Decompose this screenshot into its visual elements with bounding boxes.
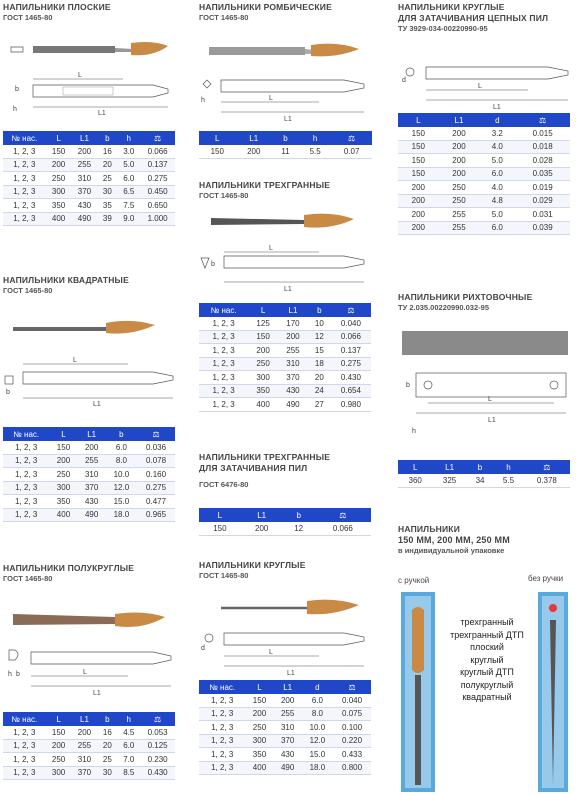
svg-text:L1: L1	[284, 286, 292, 293]
table-header-row: L L1 b h ⚖	[398, 460, 570, 474]
svg-text:h: h	[8, 671, 12, 678]
table-row: 1, 2, 3 250 310 25 6.0 0.275	[3, 172, 175, 186]
round-table	[199, 680, 371, 775]
table-row: 1, 2, 3 300 370 12.0 0.220	[199, 734, 371, 748]
table-row: 150 200 4.0 0.018	[398, 140, 570, 154]
table-row: 1, 2, 3 150 200 16 4.5 0.053	[3, 726, 175, 739]
svg-text:h: h	[13, 106, 17, 113]
pack-type: круглый ДТП	[460, 667, 514, 677]
table-row: 200 255 5.0 0.031	[398, 208, 570, 222]
weight-icon: ⚖	[331, 131, 372, 145]
table-row: 1, 2, 3 350 430 35 7.5 0.650	[3, 199, 175, 213]
pack-type: плоский	[470, 642, 504, 652]
rhombic-table	[199, 131, 372, 159]
svg-text:h: h	[412, 428, 416, 435]
table-header-row: № нас. L L1 b h ⚖	[3, 131, 175, 145]
halfround-title: НАПИЛЬНИКИ ПОЛУКРУГЛЫЕ	[3, 563, 135, 573]
flat-section	[3, 2, 111, 23]
table-row: 1, 2, 3 200 255 20 6.0 0.125	[3, 739, 175, 753]
pack-note: в индивидуальной упаковке	[398, 546, 505, 555]
svg-text:L: L	[269, 649, 273, 656]
table-row: 150 200 5.0 0.028	[398, 154, 570, 168]
pack-title: НАПИЛЬНИКИ	[398, 524, 461, 534]
square-table	[3, 427, 175, 522]
table-row: 1, 2, 3 200 255 15 0.137	[199, 344, 371, 358]
table-row: 1, 2, 3 125 170 10 0.040	[199, 317, 371, 330]
trisaw-section	[199, 452, 330, 490]
body-section	[398, 292, 532, 313]
table-row: 1, 2, 3 350 430 15.0 0.433	[199, 748, 371, 762]
weight-icon: ⚖	[140, 131, 175, 145]
body-file-drawing	[398, 325, 573, 445]
wooden-handle	[304, 214, 354, 228]
svg-text:L: L	[73, 357, 77, 364]
table-row: 1, 2, 3 150 200 12 0.066	[199, 330, 371, 344]
weight-icon: ⚖	[333, 680, 371, 694]
roundchain-table	[398, 113, 570, 235]
roundchain-standard: ТУ 3929-034-00220990-95	[398, 24, 488, 33]
table-header-row: L L1 b ⚖	[199, 508, 371, 522]
svg-text:L: L	[83, 669, 87, 676]
flat-standard: ГОСТ 1465-80	[3, 13, 53, 22]
square-file-drawing	[3, 318, 183, 413]
svg-text:d: d	[201, 645, 205, 652]
roundchain-section	[398, 2, 548, 34]
halfround-file-drawing	[3, 608, 183, 703]
dim-L: L	[78, 72, 82, 79]
weight-icon: ⚖	[515, 113, 570, 127]
svg-text:L1: L1	[284, 116, 292, 123]
trisaw-table	[199, 508, 371, 536]
square-standard: ГОСТ 1465-80	[3, 286, 53, 295]
pack-without-handle-image	[535, 590, 571, 794]
svg-text:h: h	[201, 97, 205, 104]
flat-table	[3, 131, 175, 226]
pack-without-handle-label: без ручки	[528, 574, 564, 583]
table-row: 360 325 34 5.5 0.378	[398, 474, 570, 487]
table-header-row: № нас. L L1 b ⚖	[3, 427, 175, 441]
rhombic-standard: ГОСТ 1465-80	[199, 13, 249, 22]
round-section	[199, 560, 306, 581]
rhombic-title: НАПИЛЬНИКИ РОМБИЧЕСКИЕ	[199, 2, 332, 12]
svg-text:L1: L1	[287, 670, 295, 677]
weight-icon: ⚖	[524, 460, 570, 474]
table-row: 1, 2, 3 150 200 6.0 0.036	[3, 441, 175, 454]
svg-text:L: L	[269, 95, 273, 102]
table-row: 150 200 11 5.5 0.07	[199, 145, 372, 158]
square-title: НАПИЛЬНИКИ КВАДРАТНЫЕ	[3, 275, 129, 285]
pack-type: трехгранный	[460, 617, 514, 627]
triangular-section	[199, 180, 330, 201]
table-row: 1, 2, 3 300 370 12.0 0.275	[3, 481, 175, 495]
svg-text:d: d	[402, 77, 406, 84]
table-row: 1, 2, 3 400 490 18.0 0.800	[199, 761, 371, 775]
table-row: 1, 2, 3 250 310 10.0 0.100	[199, 721, 371, 735]
table-row: 1, 2, 3 400 490 39 9.0 1.000	[3, 212, 175, 226]
table-row: 200 250 4.0 0.019	[398, 181, 570, 195]
table-header-row: L L1 d ⚖	[398, 113, 570, 127]
weight-icon: ⚖	[137, 427, 175, 441]
svg-text:L1: L1	[488, 417, 496, 424]
flat-file-drawing	[3, 35, 183, 120]
file-blade	[33, 46, 115, 53]
trisaw-standard: ГОСТ 6476-80	[199, 480, 249, 489]
table-row: 1, 2, 3 200 255 8.0 0.075	[199, 707, 371, 721]
triangular-title: НАПИЛЬНИКИ ТРЕХГРАННЫЕ	[199, 180, 331, 190]
table-header-row: № нас. L L1 d ⚖	[199, 680, 371, 694]
weight-icon: ⚖	[331, 303, 371, 317]
triangular-standard: ГОСТ 1465-80	[199, 191, 249, 200]
table-row: 150 200 3.2 0.015	[398, 127, 570, 140]
round-file-drawing	[199, 592, 374, 677]
halfround-section	[3, 563, 134, 584]
square-section	[3, 275, 129, 296]
table-row: 1, 2, 3 350 430 15.0 0.477	[3, 495, 175, 509]
round-title: НАПИЛЬНИКИ КРУГЛЫЕ	[199, 560, 306, 570]
trisaw-title: НАПИЛЬНИКИ ТРЕХГРАННЫЕ ДЛЯ ЗАТАЧИВАНИЯ ПИЛ	[199, 452, 331, 473]
halfround-standard: ГОСТ 1465-80	[3, 574, 53, 583]
table-row: 150 200 12 0.066	[199, 522, 371, 535]
pack-type: квадратный	[462, 692, 512, 702]
svg-text:b: b	[406, 382, 410, 389]
table-row: 1, 2, 3 250 310 25 7.0 0.230	[3, 753, 175, 767]
body-standard: ТУ 2.035.00220990.032-95	[398, 303, 489, 312]
table-row: 1, 2, 3 350 430 24 0.654	[199, 384, 371, 398]
table-header-row: № нас. L L1 b ⚖	[199, 303, 371, 317]
pack-type-list	[440, 616, 534, 704]
table-row: 1, 2, 3 400 490 18.0 0.965	[3, 508, 175, 522]
rhombic-file-drawing	[199, 40, 374, 125]
weight-icon: ⚖	[315, 508, 371, 522]
table-row: 1, 2, 3 150 200 16 3.0 0.066	[3, 145, 175, 158]
triangular-file-drawing	[199, 210, 374, 298]
table-row: 1, 2, 3 250 310 18 0.275	[199, 357, 371, 371]
pack-section	[398, 524, 573, 556]
svg-text:b: b	[211, 261, 215, 268]
table-row: 1, 2, 3 400 490 27 0.980	[199, 398, 371, 412]
table-row: 1, 2, 3 200 255 8.0 0.078	[3, 454, 175, 468]
body-title: НАПИЛЬНИКИ РИХТОВОЧНЫЕ	[398, 292, 533, 302]
round-standard: ГОСТ 1465-80	[199, 571, 249, 580]
body-file-blade	[402, 331, 568, 355]
flat-title: НАПИЛЬНИКИ ПЛОСКИЕ	[3, 2, 111, 12]
dim-L1: L1	[98, 110, 106, 117]
svg-text:L: L	[269, 245, 273, 252]
svg-text:L: L	[488, 396, 492, 403]
roundchain-title: НАПИЛЬНИКИ КРУГЛЫЕ ДЛЯ ЗАТАЧИВАНИЯ ЦЕПНЫХ ПИЛ	[398, 2, 549, 23]
roundchain-file-drawing	[398, 52, 573, 112]
table-row: 200 250 4.8 0.029	[398, 194, 570, 208]
pack-with-handle-label: с ручкой	[398, 576, 430, 585]
pack-type: трехгранный ДТП	[450, 629, 524, 640]
svg-text:L1: L1	[493, 104, 501, 111]
table-row: 1, 2, 3 150 200 6.0 0.040	[199, 694, 371, 707]
wooden-handle	[307, 600, 359, 615]
table-row: 1, 2, 3 250 310 10.0 0.160	[3, 468, 175, 482]
svg-text:L1: L1	[93, 690, 101, 697]
table-header-row: L L1 b h ⚖	[199, 131, 372, 145]
table-row: 1, 2, 3 300 370 30 6.5 0.450	[3, 185, 175, 199]
svg-text:L: L	[478, 83, 482, 90]
pack-type: круглый	[470, 654, 504, 665]
wooden-handle	[412, 607, 424, 673]
halfround-table	[3, 712, 175, 780]
table-row: 200 255 6.0 0.039	[398, 221, 570, 235]
weight-icon: ⚖	[140, 712, 175, 726]
pack-with-handle-image	[398, 590, 438, 794]
table-header-row: № нас. L L1 b h ⚖	[3, 712, 175, 726]
svg-text:b: b	[6, 389, 10, 396]
table-row: 1, 2, 3 300 370 30 8.5 0.430	[3, 766, 175, 780]
svg-text:b: b	[15, 86, 19, 93]
table-row: 150 200 6.0 0.035	[398, 167, 570, 181]
table-row: 1, 2, 3 300 370 20 0.430	[199, 371, 371, 385]
wooden-handle	[106, 321, 155, 334]
wooden-handle	[131, 42, 168, 55]
body-table	[398, 460, 570, 488]
wooden-handle	[115, 613, 165, 627]
pack-type: полукруглый	[460, 679, 514, 690]
svg-text:L1: L1	[93, 401, 101, 408]
wooden-handle	[311, 44, 359, 57]
triangular-table	[199, 303, 371, 412]
svg-text:b: b	[16, 671, 20, 678]
pack-sizes: 150 ММ, 200 ММ, 250 ММ	[398, 535, 510, 545]
rhombic-section	[199, 2, 332, 23]
table-row: 1, 2, 3 200 255 20 5.0 0.137	[3, 158, 175, 172]
